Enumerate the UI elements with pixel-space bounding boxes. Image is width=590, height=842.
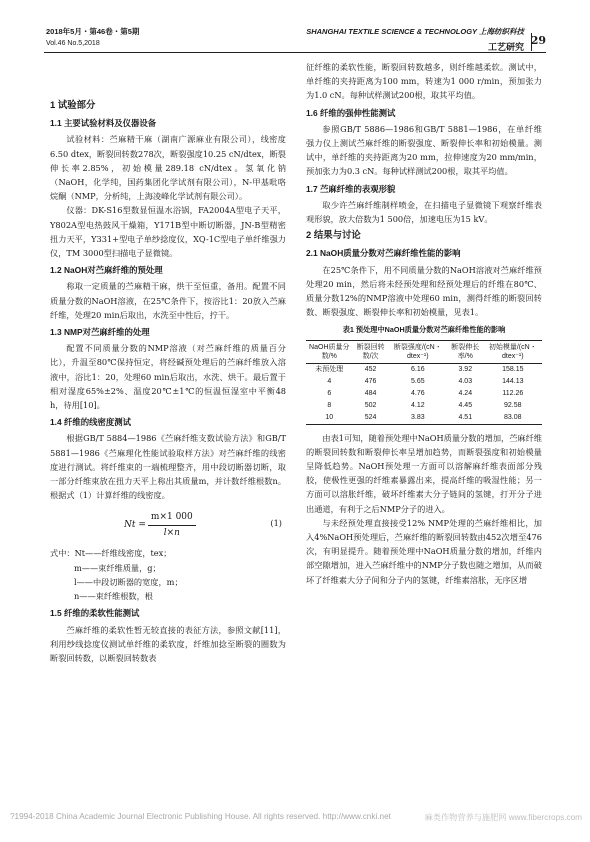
table-cell: 未预处理 [315, 366, 344, 374]
subsection-heading: 1.5 纤维的柔软性能测试 [50, 608, 140, 619]
table-row [306, 376, 542, 388]
results-table [306, 340, 542, 425]
table-cell: 4.76 [410, 390, 425, 398]
table-header-cell: 断裂强度/(cN・dtex⁻¹) [389, 340, 447, 363]
table-cell: 6.16 [410, 366, 425, 374]
table-header-cell: NaOH质量分数/% [306, 340, 353, 363]
journal-english-title: SHANGHAI TEXTILE SCIENCE & TECHNOLOGY 上海纺织科技 [306, 27, 524, 36]
table-cell: 4.24 [458, 390, 473, 398]
table-body [306, 363, 542, 424]
table-cell: 4.12 [410, 402, 425, 410]
variable-definition: l——中段切断器的宽度，m； [74, 576, 183, 587]
formula-variables [50, 546, 286, 603]
paragraph: 仪器：DK-S16型数显恒温水浴锅，FA2004A型电子天平，Y802A型电热鼓风干燥箱，Y171B型中断切断器，JN-B型精密扭力天平，Y331+型电子单纱捻度仪，XQ-1C型电子单纤维强力仪，TM 3000型扫描电子显微镜。 [50, 205, 286, 259]
table-cell: 144.13 [502, 378, 524, 386]
right-column-bottom [306, 431, 542, 587]
table-header-cell: 断裂伸长率/% [447, 340, 484, 363]
paragraph: 根据GB/T 5884—1986《苎麻纤维支数试验方法》和GB/T 5881—1986《苎麻理化性能试验取样方法》对苎麻纤维的线密度进行测试。将纤维束的一端梳理整齐，用中段切断器切断，取一部分纤维束放在扭力天平上称出其质量m，并计数纤维根数n。根据式（1）计算纤维的线密度。 [50, 433, 286, 501]
variable-definition: 式中：Nt——纤维线密度，tex； [50, 548, 172, 559]
paragraph: 试验材料：苎麻精干麻（湖南广源麻业有限公司），线密度6.50 dtex，断裂回转数278次，断裂强度10.25 cN/dtex，断裂伸长率2.85%，初始模量289.18 cN/dtex。氢氧化钠（NaOH，化学纯，国药集团化学试剂有限公司），N-甲基吡咯烷酮（NMP，分析纯，上海凌峰化学试剂有限公司）。 [50, 134, 286, 202]
linear-density-formula [50, 504, 286, 544]
subsection-heading: 1.4 纤维的线密度测试 [50, 417, 131, 428]
table-row [306, 400, 542, 412]
variable-definition: m——束纤维质量，g； [74, 562, 161, 573]
table-cell: 158.15 [502, 366, 524, 374]
table-cell: 484 [364, 390, 377, 398]
table-cell: 452 [364, 366, 377, 374]
copyright-footer: ?1994-2018 China Academic Journal Electronic Publishing House. All rights reserved. http://www.cnki.net [10, 812, 391, 821]
right-column-top [306, 60, 542, 319]
table-cell: 4.51 [447, 412, 484, 425]
paragraph: 称取一定质量的苎麻精干麻，烘干至恒重，备用。配置不同质量分数的NaOH溶液，在25℃条件下，按浴比1：20放入苎麻纤维，处理20 min后取出，水洗至中性后，拧干。 [50, 281, 286, 320]
paragraph: 参照GB/T 5886—1986和GB/T 5881—1986，在单纤维强力仪上测试苎麻纤维的断裂强度、断裂伸长率和初始模量。测试中，单纤维的夹持距离为20 mm，拉伸速度为20 mm/min，预加张力为0.3 cN。每种试样测试200根，取其平均值。 [306, 123, 542, 177]
subsection-heading: 2.1 NaOH质量分数对苎麻纤维性能的影响 [306, 248, 461, 259]
paragraph-continued: 征纤维的柔软性能，断裂回转数越多，则纤维越柔软。测试中，单纤维的夹持距离为100 mm，转速为1 000 r/min，预加张力为1.0 cN。每种试样测试200根，取其平均值。 [306, 62, 542, 101]
paragraph: 配置不同质量分数的NMP溶液（对苎麻纤维的质量百分比），升温至80℃保持恒定，将经碱预处理后的苎麻纤维放入溶液中，浴比1：20，处理60 min后取出，水洗、烘干。最后置于相对湿度65%±2%、温度20℃±1℃的恒温恒湿室中平衡48 h，待用[10]。 [50, 343, 286, 411]
variable-definition: n——束纤维根数，根 [74, 591, 153, 602]
paragraph: 由表1可知，随着预处理中NaOH质量分数的增加，苎麻纤维的断裂回转数和断裂伸长率呈增加趋势，而断裂强度和初始模量呈降低趋势。NaOH预处理一方面可以溶解麻纤维表面部分残胶，使极性更强的纤维素暴露出来，提高纤维的吸湿性能；另一方面可以溶胀纤维，破坏纤维素大分子链间的氢键，打开分子进出通道，有利于之后NMP分子的进入。 [306, 432, 542, 514]
table-row [306, 412, 542, 425]
section-name: 工艺研究 [487, 43, 524, 53]
left-column [50, 96, 286, 665]
table-cell: 4.03 [458, 378, 473, 386]
formula-denominator: l×n [163, 527, 180, 538]
journal-issue-line: 2018年5月・第46卷・第5期 [46, 27, 140, 36]
subsection-heading: 1.3 NMP对苎麻纤维的处理 [50, 327, 150, 338]
table-row [306, 363, 542, 376]
table-cell: 524 [353, 412, 389, 425]
table-header-row [306, 340, 542, 363]
paragraph: 与未经预处理直接接受12% NMP处理的苎麻纤维相比，加入4%NaOH预处理后，苎麻纤维的断裂回转数由452次增至476次，有明显提升。随着预处理中NaOH质量分数的增加，纤维内部空隙增加，进入苎麻纤维中的NMP分子数也随之增加，从而破坏了纤维素大分子间和分子内的氢键，纤维素溶胀，无序区增 [306, 517, 542, 585]
table-cell: 4.45 [458, 402, 473, 410]
subsection-heading: 1.7 苎麻纤维的表观形貌 [306, 183, 396, 194]
site-watermark: 麻类作物营养与施肥网 www.fibercrops.com [424, 813, 582, 822]
section-heading: 2 结果与讨论 [306, 229, 361, 241]
table-cell: 4 [327, 378, 332, 386]
header-rule [44, 52, 546, 53]
table-cell: 8 [327, 402, 332, 410]
subsection-heading: 1.6 纤维的强伸性能测试 [306, 107, 396, 118]
formula-numerator: m×1 000 [148, 510, 196, 525]
table-cell: 476 [364, 378, 377, 386]
table-caption: 表1 预处理中NaOH质量分数对苎麻纤维性能的影响 [342, 325, 506, 335]
table-header-cell: 初始模量/(cN・dtex⁻¹) [484, 340, 542, 363]
table-cell: 5.65 [410, 378, 425, 386]
table-cell: 3.92 [458, 366, 473, 374]
page-number: 29 [530, 34, 546, 47]
table-row [306, 388, 542, 400]
table-cell: 10 [306, 412, 353, 425]
table-cell: 112.26 [502, 390, 524, 398]
paragraph: 苎麻纤维的柔软性暂无较直接的表征方法，参照文献[11]，利用纱线捻度仪测试单纤维的柔软度，纤维加捻至断裂的圈数为断裂回转数，以断裂回转数表 [50, 624, 286, 663]
table-cell: 3.83 [389, 412, 447, 425]
table-cell: 502 [364, 402, 377, 410]
table-cell: 6 [327, 390, 332, 398]
formula-lhs: Nt = [124, 520, 146, 531]
paragraph: 在25℃条件下，用不同质量分数的NaOH溶液对苎麻纤维预处理20 min，然后将未经预处理和经预处理后的纤维在80℃、质量分数12%的NMP溶液中处理60 min，测得纤维的断裂回转数、断裂强度、断裂伸长率和初始模量，见表1。 [306, 264, 542, 318]
formula-fraction [148, 510, 196, 539]
subsection-heading: 1.2 NaOH对苎麻纤维的预处理 [50, 265, 163, 276]
table-header-cell: 断裂回转数/次 [353, 340, 389, 363]
table-cell: 92.58 [504, 402, 522, 410]
formula-body [124, 510, 196, 539]
right-column [306, 60, 542, 587]
section-heading: 1 试验部分 [50, 99, 96, 110]
paragraph: 取少许苎麻纤维制样喷金，在扫描电子显微镜下观察纤维表观形貌，放大倍数为1 500倍，加速电压为15 kV。 [306, 199, 542, 225]
volume-line: Vol.46 No.5,2018 [46, 40, 100, 47]
table-cell: 83.08 [484, 412, 542, 425]
subsection-heading: 1.1 主要试验材料及仪器设备 [50, 118, 157, 129]
equation-number: (1) [270, 518, 282, 529]
